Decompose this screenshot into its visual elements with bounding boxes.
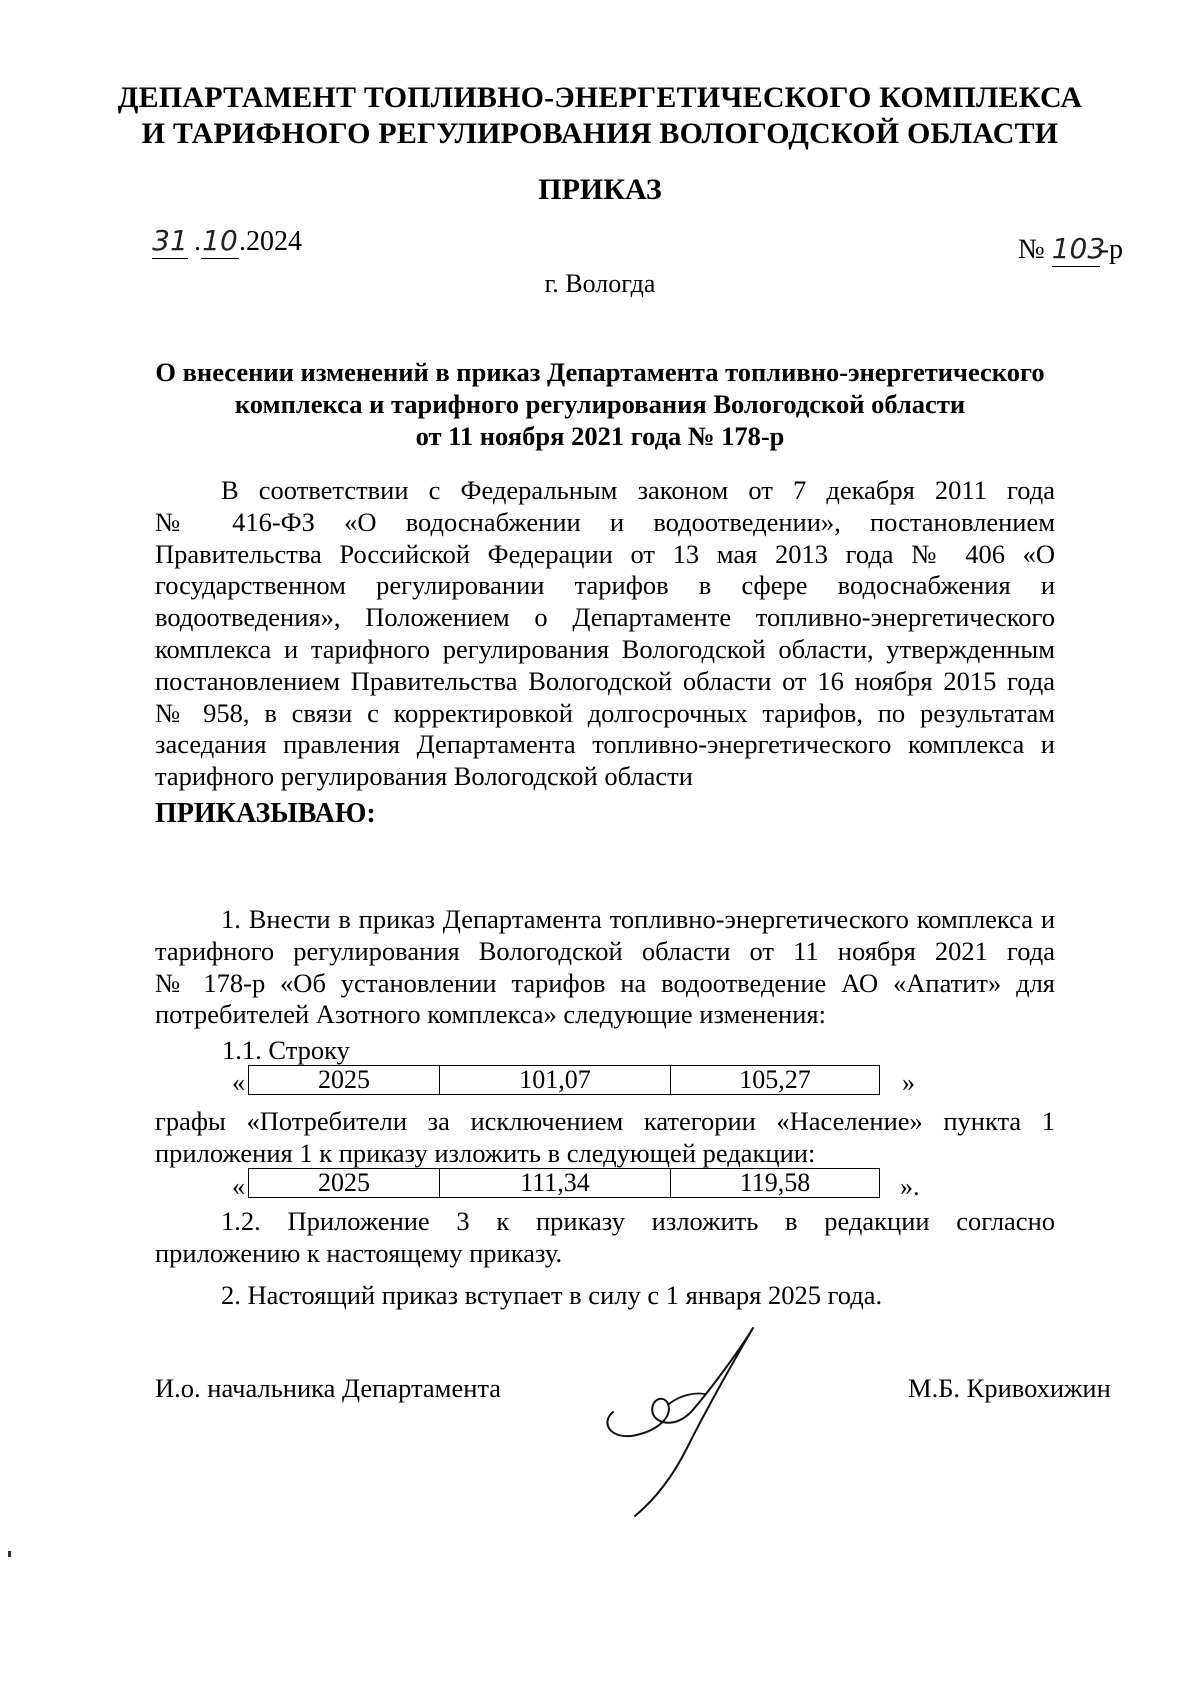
- item-2: 2. Настоящий приказ вступает в силу с 1 января 2025 года.: [221, 1280, 883, 1310]
- item-1-line: тарифного регулирования Вологодской области от 11 ноября 2021 года: [155, 935, 1055, 966]
- preamble-line: заседания правления Департамента топливно-энергетического комплекса и: [155, 729, 1055, 760]
- signatory-position: И.о. начальника Департамента: [155, 1373, 502, 1403]
- new-row-value-2: 119,58: [671, 1169, 880, 1198]
- date-month: 10: [202, 224, 238, 257]
- old-row-value-1: 101,07: [440, 1066, 671, 1095]
- department-title-line2: И ТАРИФНОГО РЕГУЛИРОВАНИЯ ВОЛОГОДСКОЙ ОБЛАСТИ: [141, 117, 1059, 150]
- order-title-line1: О внесении изменений в приказ Департамента топливно-энергетического: [155, 357, 1045, 387]
- item-1: [155, 904, 1055, 1031]
- doc-type: ПРИКАЗ: [538, 173, 662, 206]
- date-day: 31: [152, 224, 188, 257]
- old-row-table: [248, 1065, 880, 1095]
- department-title-line1: ДЕПАРТАМЕНТ ТОПЛИВНО-ЭНЕРГЕТИЧЕСКОГО КОМПЛЕКСА: [117, 81, 1083, 114]
- signatory-name: М.Б. Кривохижин: [908, 1373, 1111, 1403]
- number-prefix: №: [1018, 234, 1045, 265]
- item-1-line: 1. Внести в приказ Департамента топливно-энергетического комплекса и: [221, 904, 1055, 934]
- preamble-line: № 958, в связи с корректировкой долгосрочных тарифов, по результатам: [155, 697, 1055, 728]
- number-suffix: -р: [1099, 234, 1124, 265]
- preamble-line: государственном регулировании тарифов в сфере водоснабжения и: [155, 570, 1055, 601]
- item-1-line: потребителей Азотного комплекса» следующие изменения:: [155, 999, 826, 1030]
- preamble: [155, 475, 1055, 793]
- item-1-2-line: приложению к настоящему приказу.: [155, 1237, 563, 1268]
- old-row-value-2: 105,27: [671, 1066, 880, 1095]
- new-row-year: 2025: [249, 1169, 440, 1198]
- item-1-2-line: 1.2. Приложение 3 к приказу изложить в редакции согласно: [221, 1206, 1055, 1236]
- preamble-line: комплекса и тарифного регулирования Вологодской области, утвержденным: [155, 633, 1055, 664]
- city: г. Вологда: [544, 269, 656, 298]
- new-row-open-quote: «: [232, 1172, 245, 1201]
- preamble-line: № 416-ФЗ «О водоснабжении и водоотведении», постановлением: [155, 506, 1055, 537]
- number-value: 103: [1051, 232, 1106, 265]
- new-row-table: [248, 1168, 880, 1198]
- order-title-line3: от 11 ноября 2021 года № 178-р: [415, 421, 785, 451]
- order-date: 31 .10.2024: [152, 224, 302, 257]
- new-row-close-quote: ».: [900, 1172, 920, 1201]
- order-number: [1018, 232, 1123, 267]
- table-row: [249, 1066, 880, 1095]
- old-row-open-quote: «: [232, 1068, 245, 1097]
- between-text: [155, 1106, 1055, 1170]
- handwritten-signature-icon: [595, 1320, 775, 1520]
- order-word: ПРИКАЗЫВАЮ:: [155, 798, 376, 829]
- preamble-line: тарифного регулирования Вологодской области: [155, 761, 693, 792]
- date-year: .2024: [239, 226, 302, 257]
- scan-speck: [8, 1551, 11, 1557]
- preamble-line: постановлением Правительства Вологодской области от 16 ноября 2015 года: [155, 665, 1055, 696]
- preamble-line: Правительства Российской Федерации от 13 мая 2013 года № 406 «О: [155, 538, 1055, 569]
- item-1-line: № 178-р «Об установлении тарифов на водоотведение АО «Апатит» для: [155, 967, 1055, 998]
- between-line: графы «Потребители за исключением категории «Население» пункта 1: [155, 1106, 1055, 1136]
- order-title-line2: комплекса и тарифного регулирования Вологодской области: [234, 389, 966, 419]
- preamble-line: водоотведения», Положением о Департаменте топливно-энергетического: [155, 602, 1055, 633]
- item-1-1-label: 1.1. Строку: [222, 1035, 350, 1065]
- old-row-close-quote: »: [902, 1068, 915, 1097]
- between-line: приложения 1 к приказу изложить в следующей редакции:: [155, 1137, 816, 1168]
- old-row-year: 2025: [249, 1066, 440, 1095]
- item-1-2: [155, 1206, 1055, 1270]
- new-row-value-1: 111,34: [440, 1169, 671, 1198]
- table-row: [249, 1169, 880, 1198]
- preamble-line: В соответствии с Федеральным законом от 7 декабря 2011 года: [221, 475, 1055, 505]
